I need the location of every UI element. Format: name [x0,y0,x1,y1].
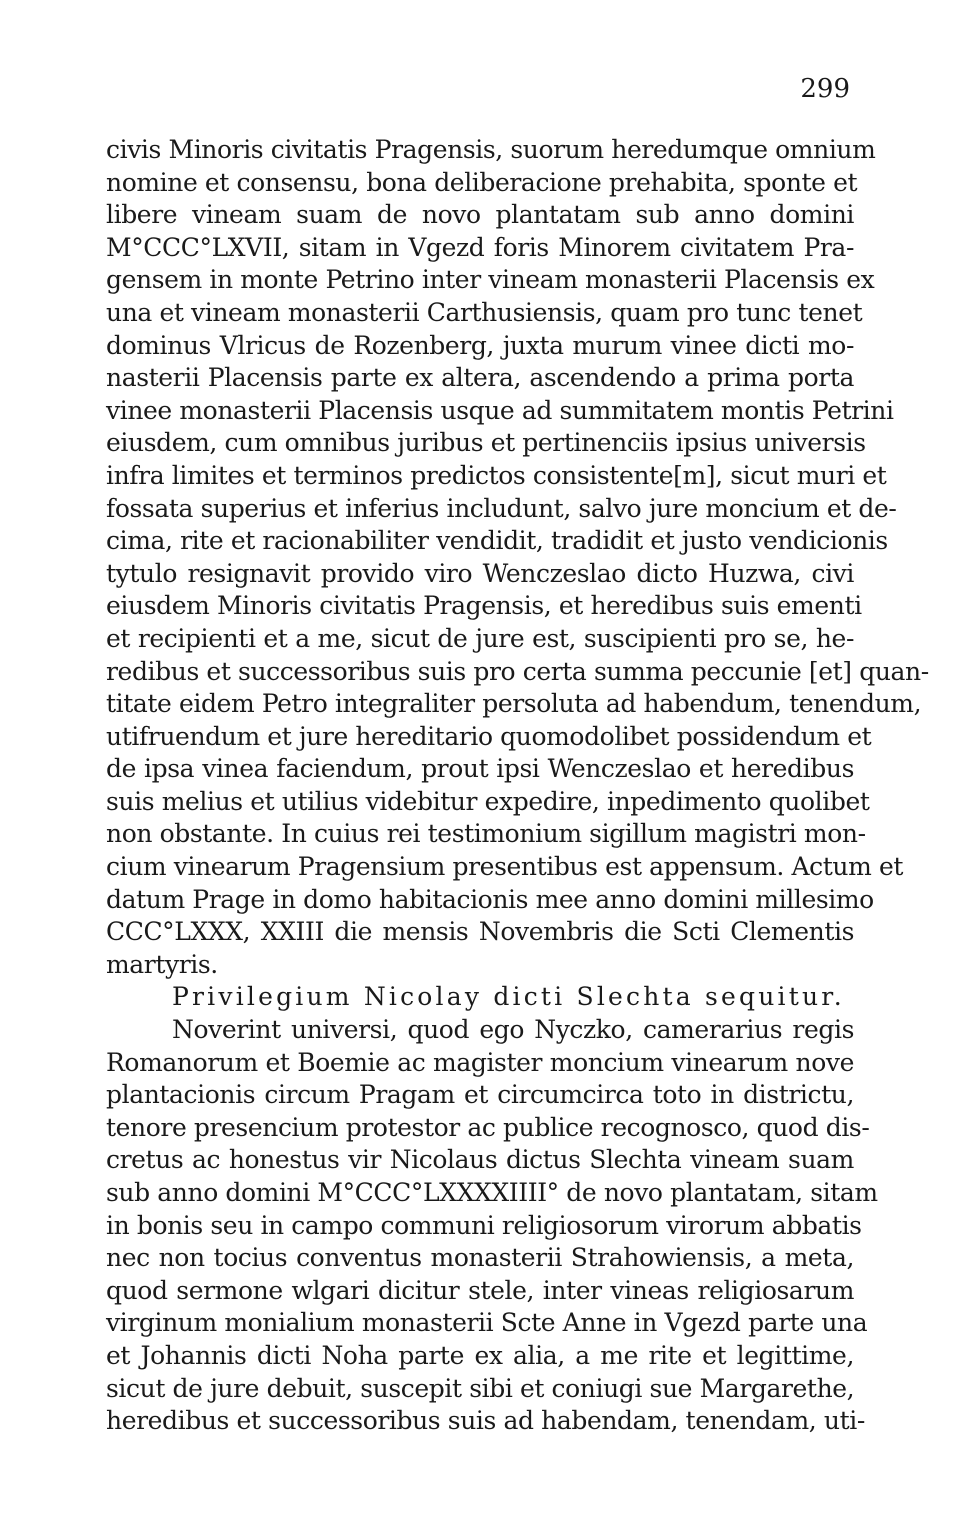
text-line: dominus Vlricus de Rozenberg, juxta murum vinee dicti mo- [106,330,854,360]
text-line: cium vinearum Pragensium presentibus est appensum. Actum et [106,852,903,882]
text-line: infra limites et terminos predictos consistente[m], sicut muri et [106,460,887,490]
text-line: eiusdem, cum omnibus juribus et pertinenciis ipsius universis [106,428,866,458]
text-line: cretus ac honestus vir Nicolaus dictus Slechta vineam suam [106,1145,854,1175]
text-line: datum Prage in domo habitacionis mee anno domini millesimo [106,884,874,914]
text-line: civis Minoris civitatis Pragensis, suorum heredumque omnium [106,135,876,164]
text-line: plantacionis circum Pragam et circumcirca toto in districtu, [106,1080,854,1110]
text-line: virginum monialium monasterii Scte Anne in Vgezd parte una [106,1308,868,1338]
section-heading: Privilegium Nicolay dicti Slechta sequitur. [172,982,845,1012]
text-line: sicut de jure debuit, suscepit sibi et coniugi sue Margarethe, [106,1373,855,1403]
text-line: nomine et consensu, bona deliberacione prehabita, sponte et [106,167,858,197]
text-line: utifruendum et jure hereditario quomodolibet possidendum et [106,721,872,751]
text-line: et Johannis dicti Noha parte ex alia, a me rite et legittime, [106,1340,854,1370]
text-line: CCC°LXXX, XXIII die mensis Novembris die Scti Clementis [106,917,854,947]
text-line: in bonis seu in campo communi religiosorum virorum abbatis [106,1210,862,1240]
text-line: non obstante. In cuius rei testimonium sigillum magistri mon- [106,819,866,849]
text-line: vinee monasterii Placensis usque ad summitatem montis Petrini [106,395,894,425]
text-line: libere vineam suam de novo plantatam sub anno domini [106,200,854,230]
text-line: nasterii Placensis parte ex altera, ascendendo a prima porta [106,363,854,393]
text-line: M°CCC°LXVII, sitam in Vgezd foris Minorem civitatem Pra- [106,232,854,262]
text-line: tenore presencium protestor ac publice recognosco, quod dis- [106,1112,870,1142]
text-line: de ipsa vinea faciendum, prout ipsi Wenczeslao et heredibus [106,754,854,784]
text-line: fossata superius et inferius includunt, salvo jure moncium et de- [106,493,897,523]
text-line: nec non tocius conventus monasterii Strahowiensis, a meta, [106,1243,854,1273]
text-line: tytulo resignavit provido viro Wenczeslao dicto Huzwa, civi [106,558,854,588]
body-text [106,134,929,1438]
text-line: eiusdem Minoris civitatis Pragensis, et heredibus suis ementi [106,591,862,621]
text-line: quod sermone wlgari dicitur stele, inter vineas religiosarum [106,1275,854,1305]
text-line: redibus et successoribus suis pro certa summa peccunie [et] quan- [106,656,929,686]
text-line: una et vineam monasterii Carthusiensis, quam pro tunc tenet [106,297,863,327]
text-line: sub anno domini M°CCC°LXXXXIIII° de novo plantatam, sitam [106,1178,878,1207]
text-line: suis melius et utilius videbitur expedire, inpedimento quolibet [106,786,870,816]
text-line: et recipienti et a me, sicut de jure est, suscipienti pro se, he- [106,623,854,653]
text-line: titate eidem Petro integraliter persoluta ad habendum, tenendum, [106,689,922,719]
page-number: 299 [800,74,850,104]
text-line: Romanorum et Boemie ac magister moncium vinearum nove [106,1047,854,1077]
text-line: martyris. [106,949,218,979]
text-line: heredibus et successoribus suis ad habendam, tenendam, uti- [106,1406,865,1436]
text-line: cima, rite et racionabiliter vendidit, tradidit et justo vendicionis [106,526,888,556]
text-line: gensem in monte Petrino inter vineam monasterii Placensis ex [106,265,875,295]
text-line: Noverint universi, quod ego Nyczko, camerarius regis [172,1015,854,1045]
